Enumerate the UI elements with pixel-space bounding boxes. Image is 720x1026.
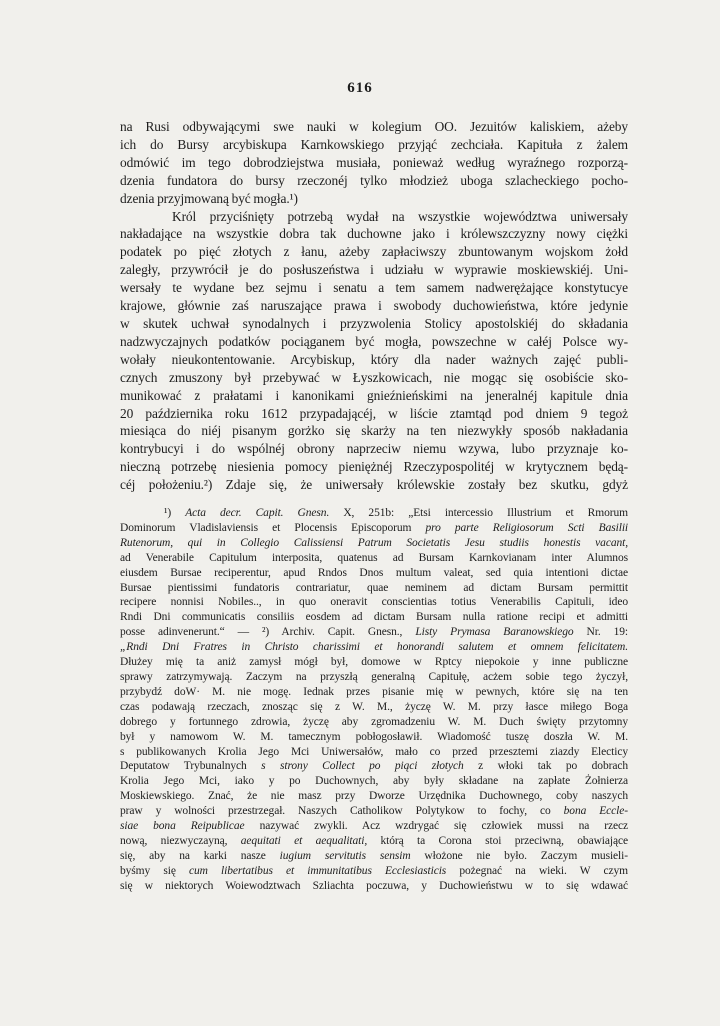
footnote-line: się w niektorych Woiewodztwach Szliachta poczuwa, y Duchowieństwu w to się wdawać — [120, 879, 628, 892]
text-line: w skutek uchwał synodalnych i przyzwolenia Stolicy apostolskiéj do składania — [120, 315, 628, 331]
footnote-line: był y namowom W. M. tamecznym pobłogosławił. Wiadomość tuszę doszła W. M. — [120, 730, 628, 743]
text-line: céj położeniu.²) Zdaje się, że uniwersały królewskie zostały bez skutku, gdyż — [120, 477, 628, 493]
footnote-line: siae bona Reipublicae nazywać zwykli. Acz wzdrygać się człowiek mussi na rzecz — [120, 820, 628, 833]
page-number: 616 — [347, 80, 373, 96]
text-line: cznych zmuszony był przebywać w Łyszkowicach, nie mogąc się osobiście sko- — [120, 369, 628, 385]
footnote-line: recipere nonnisi Nobiles.., in quo oneravit conscientias totius Venerabilis Capituli, ideo — [120, 596, 628, 609]
text-line: na Rusi odbywającymi swe nauki w kolegium OO. Jezuitów kaliskiem, ażeby — [120, 119, 628, 134]
footnote-line: Dłużey mię ta aniż zamysł mógł był, domowe w Rptcy niepokoie y inne publiczne — [120, 656, 628, 669]
text-line: nieczną potrzebę niesienia pomocy pieniężnéj Rzeczypospolitéj w krytycznem będą- — [120, 459, 628, 475]
text-line: krajowe, głównie zaś naruszające prawa i swobody duchowieństwa, które jedynie — [120, 298, 628, 314]
text-line: odmówić im tego dobrodziejstwa musiała, ponieważ według wyraźnego rozporzą- — [120, 154, 628, 170]
text-line: nakładające na wszystkie dobra tak duchowne jako i królewszczyzny nowy ciężki — [120, 226, 628, 242]
footnote-line: Rutenorum, qui in Collegio Calissiensi Patrum Societatis Jesu studiis honestis vacant, — [120, 536, 628, 549]
main-body-text — [120, 118, 628, 494]
footnote-line: ad Venerabile Capitulum interposita, quatenus ad Bursam Karnkovianam inter Alumnos — [120, 551, 628, 564]
footnote-line: czas podawają rzeczach, znosząc się z W. M., życzę W. M. przy łasce miłego Boga — [120, 700, 628, 713]
text-line: Król przyciśnięty potrzebą wydał na wszystkie województwa uniwersały — [172, 208, 628, 224]
footnote-marker: ¹) — [164, 507, 172, 519]
footnote-line: się, aby na karki nasze iugium servitutis sensim włożone nie było. Zaczym musieli- — [120, 849, 628, 862]
footnote-line: sprawy zatrzymywają. Zaczym na przyszłą generalną Capitułę, acżem sobie tego życzył, — [120, 670, 628, 683]
text-line: dzenia fundatora do bursy rzeczonéj tylko młodzież uboga szlacheckiego pocho- — [120, 172, 628, 188]
footnote-line: Rndi Dni communicatis consiliis eosdem ad dictam Bursam nulla ratione recipi et admitti — [120, 611, 628, 624]
text-line: nadzwyczajnych podatków pociąganem być mogła, powszechne w całéj Polsce wy- — [120, 333, 628, 349]
footnote-line: posse adinvenerunt.“ — ²) Archiv. Capit. Gnesn., Listy Prymasa Baranowskiego Nr. 19: — [120, 626, 628, 639]
footnote-line: Deputatow Trybunalnych s strony Collect po piąci złotych z włoki tak po dobrach — [120, 760, 628, 773]
text-line: miesiąca do niéj pisanym gorżko się skarży na ten niezwykły sposób nakładania — [120, 423, 628, 439]
text-line: kontrybucyi i do wspólnéj obrony naprzeciw niemu wzywa, lubo przyznaje ko- — [120, 441, 628, 457]
footnote-line: Dominorum Vladislaviensis et Plocensis Episcoporum pro parte Religiosorum Scti Basilii — [120, 521, 628, 534]
text-line: wersały te wydane bez sejmu i senatu a tem samem nadwerężające konstytucye — [120, 280, 628, 296]
footnote-line: dobrego y fortunnego zdrowia, życzę aby zgromadzeniu W. M. Duch święty przytomny — [120, 715, 628, 728]
text-line: dzenia przyjmowaną być mogła.¹) — [120, 190, 298, 206]
text-line: munikować z prałatami i kanonikami gnieźnieńskimi na jeneralnéj kapitule dnia — [120, 387, 628, 403]
footnote-line: Moskiewskiego. Znać, że nie masz przy Dworze Urzędnika Duchownego, coby naszych — [120, 790, 628, 803]
footnote-line: „Rndi Dni Fratres in Christo charissimi et honorandi salutem et omnem felicitatem. — [120, 641, 628, 654]
footnote-line: praw y wolności przestrzegał. Naszych Catholikow Polytykow to fochy, co bona Eccle- — [120, 805, 628, 818]
text-line: wołały nieukontentowanie. Arcybiskup, który dla nader ważnych zajęć publi- — [120, 351, 628, 367]
footnote-line: nową, niezwyczayną, aequitati et aequalitati, którą ta Corona stoi przeciwną, obawiające — [120, 834, 628, 847]
footnote-line: Bursae pientissimi fundatoris contrariatur, quae neminem ad dictam Bursam permittit — [120, 581, 628, 594]
text-line: zaległy, przywrócił je do posłuszeństwa i udziału w wyprawie moskiewskiéj. Uni- — [120, 262, 628, 278]
footnote-line: ¹) Acta decr. Capit. Gnesn. X, 251b: „Etsi intercessio Illustrium et Rmorum — [164, 507, 628, 519]
footnote-line: s publikowanych Krolia Jego Mci Uniwersałów, mało co przed przesztemi ziazdy Electicy — [120, 745, 628, 758]
text-line: 20 października roku 1612 przypadającéj, w liście ztamtąd pod dniem 9 tegoż — [120, 405, 628, 421]
footnotes — [120, 506, 628, 894]
text-line: ich do Bursy arcybiskupa Karnkowskiego przyjąć zechciała. Kapituła z żalem — [120, 136, 628, 152]
footnote-line: przybydź doW· M. nie mogę. Iednak przes pisanie mię w pewnych, które się na ten — [120, 685, 628, 698]
footnote-line: Krolia Jego Mci, iako y po Duchownych, aby były składane na zapłate Żołnierza — [120, 775, 628, 788]
footnote-line: byśmy się cum libertatibus et immunitatibus Ecclesiasticis pożegnać na wieki. W czym — [120, 864, 628, 877]
text-line: podatek po pięć złotych z łanu, ażeby zapłaciwszy zbuntowanym wojskom żołd — [120, 244, 628, 260]
footnote-line: eiusdem Bursae reciperentur, apud Rndos Dnos multum valeat, sed quia intentioni dictae — [120, 566, 628, 579]
